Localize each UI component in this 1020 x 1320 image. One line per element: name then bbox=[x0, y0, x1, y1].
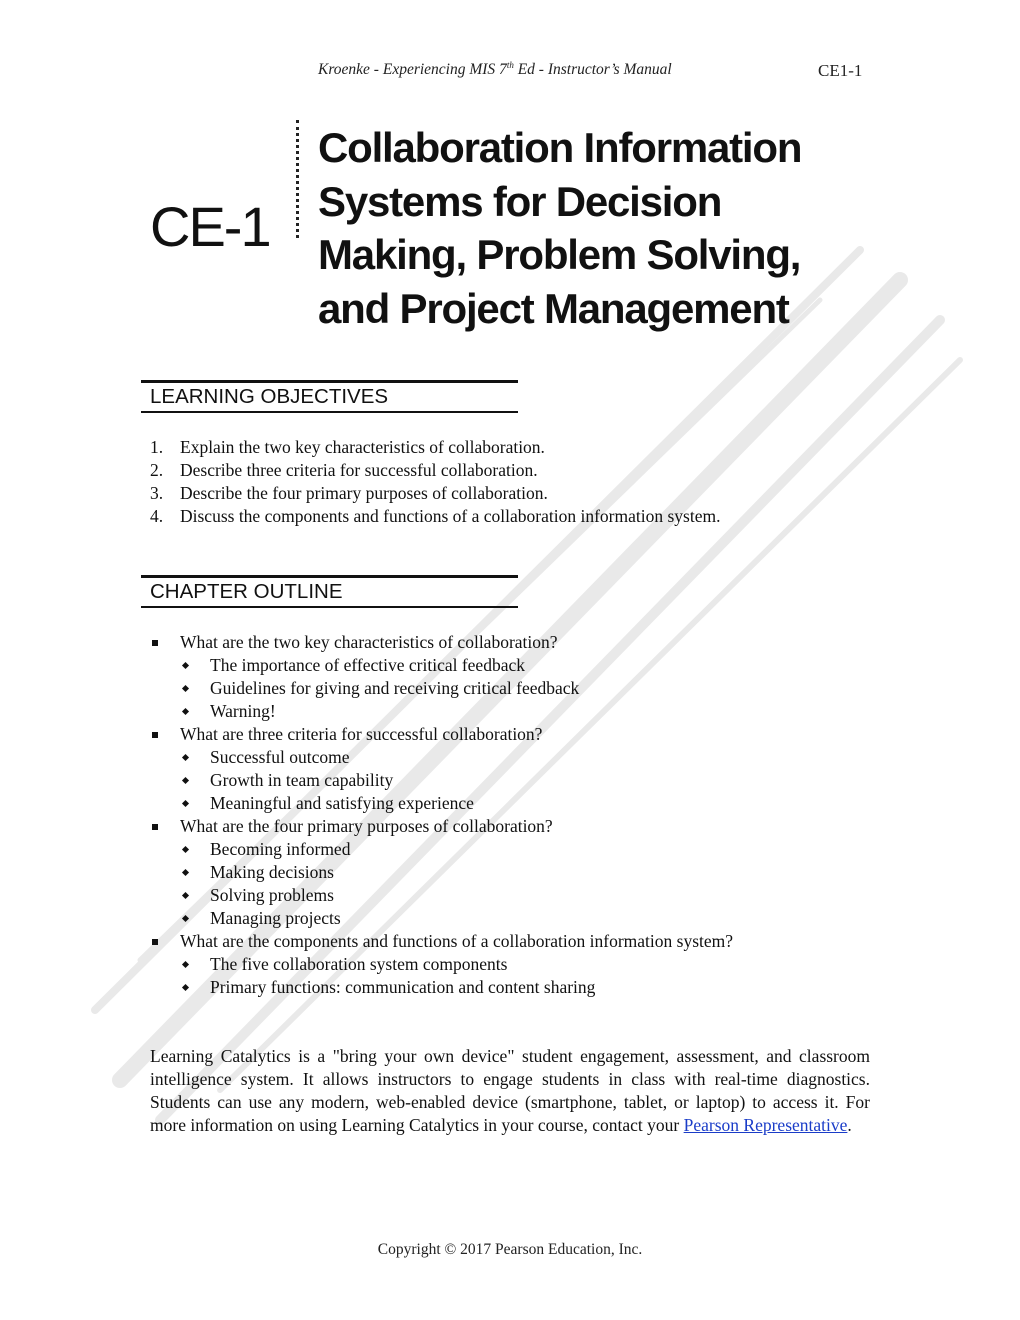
outline-subitem bbox=[150, 746, 733, 769]
objective-number: 1. bbox=[150, 437, 164, 457]
diamond-bullet-icon bbox=[182, 869, 189, 876]
objective-number: 4. bbox=[150, 506, 164, 526]
header-title-tail: Ed - Instructor’s Manual bbox=[513, 61, 672, 79]
copyright-footer: Copyright © 2017 Pearson Education, Inc. bbox=[377, 1241, 643, 1258]
outline-question bbox=[150, 930, 733, 953]
note-text: Learning Catalytics is a "bring your own device" student engagement, assessment, and classroom intelligence system. It allows instructors to engage students in class with real-time diagnostics. Students can use any modern, web-enabled device (smartphone, tablet, or laptop) to access it. For more information on using Learning Catalytics in your course, contact your bbox=[150, 1046, 870, 1135]
learning-objectives-heading: LEARNING OBJECTIVES bbox=[141, 380, 518, 413]
square-bullet-icon bbox=[152, 640, 158, 646]
outline-question-text: What are the components and functions of a collaboration information system? bbox=[180, 931, 734, 951]
diamond-bullet-icon bbox=[182, 685, 189, 692]
outline-subitem-text: Becoming informed bbox=[210, 839, 351, 859]
header-title-text: Kroenke - Experiencing MIS 7 bbox=[318, 61, 507, 79]
outline-subitem bbox=[150, 677, 733, 700]
outline-subitem-text: Primary functions: communication and content sharing bbox=[210, 977, 596, 997]
outline-subitem bbox=[150, 838, 733, 861]
square-bullet-icon bbox=[152, 824, 158, 830]
outline-subitem-text: The importance of effective critical feedback bbox=[210, 655, 525, 675]
outline-question bbox=[150, 723, 733, 746]
outline-subitem bbox=[150, 884, 733, 907]
pearson-representative-link[interactable]: Pearson Representative bbox=[683, 1115, 848, 1135]
title-divider bbox=[296, 120, 299, 238]
outline-subitem bbox=[150, 769, 733, 792]
note-end: . bbox=[847, 1115, 852, 1135]
objective-text: Describe the four primary purposes of collaboration. bbox=[180, 483, 548, 503]
square-bullet-icon bbox=[152, 939, 158, 945]
diamond-bullet-icon bbox=[182, 961, 189, 968]
outline-subitem bbox=[150, 976, 733, 999]
outline-question bbox=[150, 631, 733, 654]
outline-subitem-text: Managing projects bbox=[210, 908, 341, 928]
diamond-bullet-icon bbox=[182, 662, 189, 669]
outline-subitem bbox=[150, 953, 733, 976]
outline-subitem-text: Growth in team capability bbox=[210, 770, 394, 790]
outline-subitem-text: Solving problems bbox=[210, 885, 334, 905]
diamond-bullet-icon bbox=[182, 777, 189, 784]
diamond-bullet-icon bbox=[182, 846, 189, 853]
learning-objectives-list bbox=[150, 436, 720, 528]
header-title-superscript: th bbox=[506, 60, 514, 70]
running-header bbox=[318, 60, 672, 79]
objective-item bbox=[150, 505, 720, 528]
outline-subitem bbox=[150, 792, 733, 815]
diamond-bullet-icon bbox=[182, 892, 189, 899]
objective-item bbox=[150, 436, 720, 459]
diamond-bullet-icon bbox=[182, 915, 189, 922]
objective-item bbox=[150, 482, 720, 505]
outline-question bbox=[150, 815, 733, 838]
outline-subitem bbox=[150, 654, 733, 677]
objective-item bbox=[150, 459, 720, 482]
outline-subitem bbox=[150, 700, 733, 723]
outline-question-text: What are the four primary purposes of collaboration? bbox=[180, 816, 553, 836]
outline-subitem-text: The five collaboration system components bbox=[210, 954, 508, 974]
header-page-number: CE1-1 bbox=[818, 61, 863, 80]
outline-subitem-text: Guidelines for giving and receiving critical feedback bbox=[210, 678, 580, 698]
diamond-bullet-icon bbox=[182, 708, 189, 715]
outline-subitem-text: Warning! bbox=[210, 701, 276, 721]
chapter-outline-heading: CHAPTER OUTLINE bbox=[141, 575, 518, 608]
objective-number: 2. bbox=[150, 460, 164, 480]
outline-subitem bbox=[150, 861, 733, 884]
square-bullet-icon bbox=[152, 732, 158, 738]
diamond-bullet-icon bbox=[182, 754, 189, 761]
chapter-title: Collaboration Information Systems for Decision Making, Problem Solving, and Project Management bbox=[318, 124, 802, 332]
outline-question-text: What are the two key characteristics of collaboration? bbox=[180, 632, 558, 652]
objective-number: 3. bbox=[150, 483, 164, 503]
outline-subitem-text: Meaningful and satisfying experience bbox=[210, 793, 474, 813]
chapter-outline-list bbox=[150, 631, 733, 999]
diamond-bullet-icon bbox=[182, 984, 189, 991]
objective-text: Discuss the components and functions of a collaboration information system. bbox=[180, 506, 721, 526]
chapter-number: CE-1 bbox=[150, 195, 270, 258]
outline-subitem-text: Successful outcome bbox=[210, 747, 350, 767]
objective-text: Explain the two key characteristics of collaboration. bbox=[180, 437, 545, 457]
outline-question-text: What are three criteria for successful collaboration? bbox=[180, 724, 543, 744]
objective-text: Describe three criteria for successful collaboration. bbox=[180, 460, 538, 480]
outline-subitem-text: Making decisions bbox=[210, 862, 334, 882]
diamond-bullet-icon bbox=[182, 800, 189, 807]
learning-catalytics-note bbox=[150, 1045, 870, 1137]
outline-subitem bbox=[150, 907, 733, 930]
